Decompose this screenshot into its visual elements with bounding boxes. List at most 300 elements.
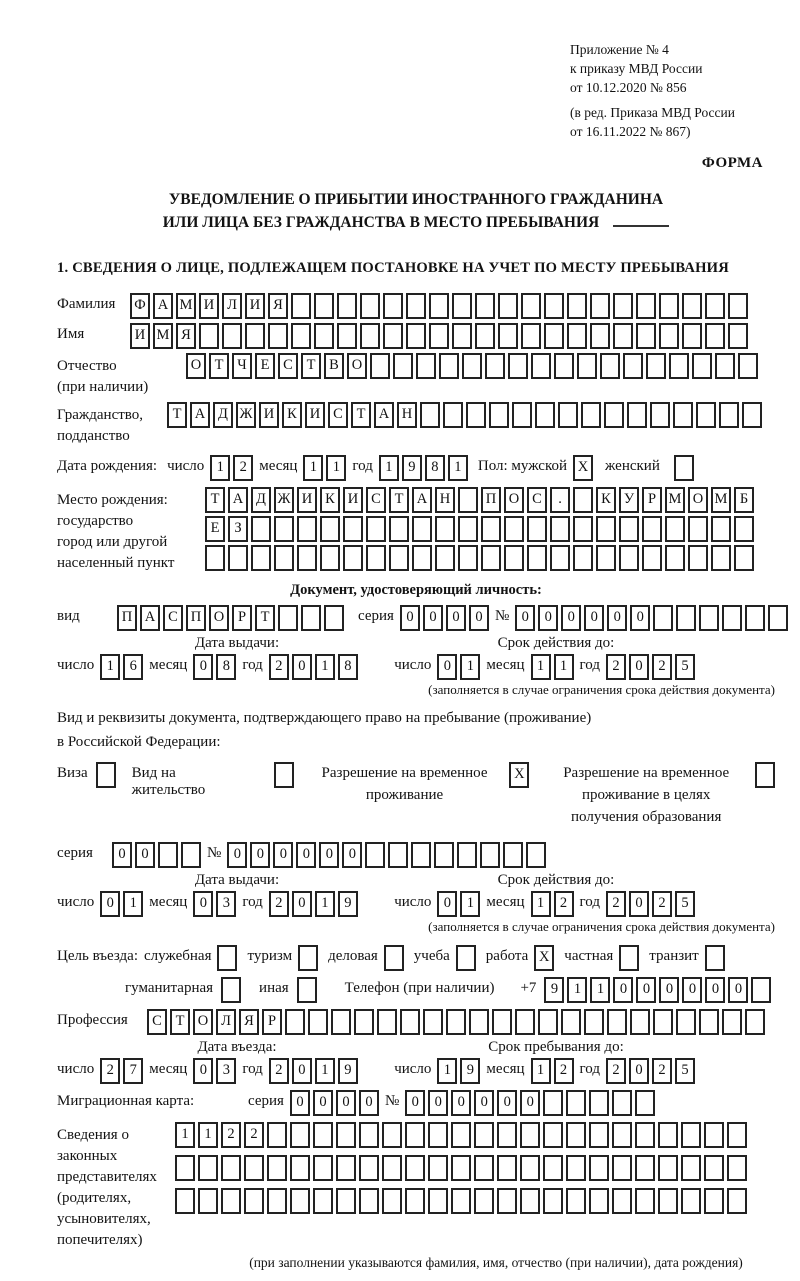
form-cell[interactable] [659, 293, 679, 319]
form-cell[interactable] [738, 353, 758, 379]
form-cell[interactable] [457, 842, 477, 868]
form-cell[interactable]: 0 [705, 977, 725, 1003]
form-cell[interactable]: 9 [402, 455, 422, 481]
form-cell[interactable]: Ж [236, 402, 256, 428]
form-cell[interactable] [612, 1122, 632, 1148]
form-cell[interactable]: И [199, 293, 219, 319]
form-cell[interactable] [589, 1188, 609, 1214]
form-cell[interactable] [393, 353, 413, 379]
form-cell[interactable] [360, 323, 380, 349]
form-cell[interactable]: Я [176, 323, 196, 349]
form-cell[interactable]: 0 [400, 605, 420, 631]
form-cell[interactable]: И [130, 323, 150, 349]
form-cell[interactable] [267, 1155, 287, 1181]
form-cell[interactable] [705, 945, 725, 971]
form-cell[interactable]: 1 [567, 977, 587, 1003]
form-cell[interactable]: Л [222, 293, 242, 319]
form-cell[interactable] [521, 293, 541, 319]
form-cell[interactable] [589, 1122, 609, 1148]
form-cell[interactable]: 0 [520, 1090, 540, 1116]
form-cell[interactable]: 2 [606, 1058, 626, 1084]
form-cell[interactable] [613, 323, 633, 349]
form-cell[interactable] [566, 1155, 586, 1181]
form-cell[interactable] [452, 323, 472, 349]
form-cell[interactable] [158, 842, 178, 868]
form-cell[interactable] [181, 842, 201, 868]
form-cell[interactable] [290, 1188, 310, 1214]
form-cell[interactable]: 0 [629, 891, 649, 917]
form-cell[interactable]: А [374, 402, 394, 428]
form-cell[interactable] [285, 1009, 305, 1035]
form-cell[interactable] [298, 945, 318, 971]
form-cell[interactable] [308, 1009, 328, 1035]
form-cell[interactable] [681, 1155, 701, 1181]
form-cell[interactable] [566, 1122, 586, 1148]
form-cell[interactable] [504, 516, 524, 542]
form-cell[interactable] [497, 1155, 517, 1181]
form-cell[interactable]: 0 [193, 654, 213, 680]
form-cell[interactable] [681, 1188, 701, 1214]
form-cell[interactable] [653, 605, 673, 631]
form-cell[interactable] [520, 1122, 540, 1148]
form-cell[interactable] [96, 762, 116, 788]
form-cell[interactable] [412, 545, 432, 571]
form-cell[interactable]: Т [209, 353, 229, 379]
form-cell[interactable]: И [305, 402, 325, 428]
form-cell[interactable] [388, 842, 408, 868]
form-cell[interactable] [650, 402, 670, 428]
form-cell[interactable] [331, 1009, 351, 1035]
form-cell[interactable]: 0 [319, 842, 339, 868]
form-cell[interactable] [337, 323, 357, 349]
form-cell[interactable] [688, 545, 708, 571]
form-cell[interactable]: К [320, 487, 340, 513]
form-cell[interactable]: С [163, 605, 183, 631]
form-cell[interactable]: 3 [216, 1058, 236, 1084]
form-cell[interactable]: 8 [216, 654, 236, 680]
form-cell[interactable]: 1 [379, 455, 399, 481]
form-cell[interactable] [423, 1009, 443, 1035]
form-cell[interactable] [274, 545, 294, 571]
form-cell[interactable] [612, 1155, 632, 1181]
form-cell[interactable] [497, 1122, 517, 1148]
form-cell[interactable] [589, 1155, 609, 1181]
form-cell[interactable] [623, 353, 643, 379]
form-cell[interactable] [527, 545, 547, 571]
form-cell[interactable]: 0 [292, 891, 312, 917]
form-cell[interactable]: Р [642, 487, 662, 513]
form-cell[interactable] [673, 402, 693, 428]
form-cell[interactable]: С [147, 1009, 167, 1035]
form-cell[interactable]: 0 [100, 891, 120, 917]
form-cell[interactable]: 2 [652, 654, 672, 680]
form-cell[interactable] [589, 1090, 609, 1116]
form-cell[interactable] [527, 516, 547, 542]
form-cell[interactable] [313, 1188, 333, 1214]
form-cell[interactable] [382, 1155, 402, 1181]
form-cell[interactable]: 5 [675, 654, 695, 680]
form-cell[interactable] [451, 1155, 471, 1181]
form-cell[interactable]: С [366, 487, 386, 513]
form-cell[interactable] [336, 1188, 356, 1214]
form-cell[interactable]: 0 [405, 1090, 425, 1116]
form-cell[interactable] [359, 1188, 379, 1214]
form-cell[interactable]: 0 [423, 605, 443, 631]
form-cell[interactable]: Т [167, 402, 187, 428]
form-cell[interactable] [199, 323, 219, 349]
form-cell[interactable]: 1 [198, 1122, 218, 1148]
form-cell[interactable]: 2 [269, 1058, 289, 1084]
form-cell[interactable] [619, 516, 639, 542]
form-cell[interactable]: О [347, 353, 367, 379]
form-cell[interactable]: X [573, 455, 593, 481]
form-cell[interactable] [474, 1122, 494, 1148]
form-cell[interactable]: 0 [613, 977, 633, 1003]
form-cell[interactable] [336, 1155, 356, 1181]
form-cell[interactable] [526, 842, 546, 868]
form-cell[interactable]: 0 [451, 1090, 471, 1116]
form-cell[interactable]: 3 [216, 891, 236, 917]
form-cell[interactable] [205, 545, 225, 571]
form-cell[interactable] [466, 402, 486, 428]
form-cell[interactable] [383, 323, 403, 349]
form-cell[interactable]: А [228, 487, 248, 513]
form-cell[interactable]: 2 [554, 891, 574, 917]
form-cell[interactable] [665, 516, 685, 542]
form-cell[interactable] [411, 842, 431, 868]
form-cell[interactable] [681, 1122, 701, 1148]
form-cell[interactable]: 1 [437, 1058, 457, 1084]
form-cell[interactable]: X [509, 762, 529, 788]
form-cell[interactable]: А [412, 487, 432, 513]
form-cell[interactable]: 0 [629, 654, 649, 680]
form-cell[interactable] [383, 293, 403, 319]
form-cell[interactable]: Т [255, 605, 275, 631]
form-cell[interactable] [584, 1009, 604, 1035]
form-cell[interactable]: 0 [135, 842, 155, 868]
form-cell[interactable]: 0 [437, 891, 457, 917]
form-cell[interactable] [719, 402, 739, 428]
form-cell[interactable]: 2 [554, 1058, 574, 1084]
form-cell[interactable]: 0 [474, 1090, 494, 1116]
form-cell[interactable] [489, 402, 509, 428]
form-cell[interactable] [297, 977, 317, 1003]
form-cell[interactable] [222, 323, 242, 349]
form-cell[interactable]: О [688, 487, 708, 513]
form-cell[interactable]: 2 [233, 455, 253, 481]
form-cell[interactable] [405, 1122, 425, 1148]
form-cell[interactable] [291, 293, 311, 319]
form-cell[interactable]: О [504, 487, 524, 513]
form-cell[interactable] [581, 402, 601, 428]
form-cell[interactable] [538, 1009, 558, 1035]
form-cell[interactable]: 0 [728, 977, 748, 1003]
form-cell[interactable] [727, 1188, 747, 1214]
form-cell[interactable] [521, 323, 541, 349]
form-cell[interactable] [384, 945, 404, 971]
form-cell[interactable]: 0 [112, 842, 132, 868]
form-cell[interactable]: 0 [561, 605, 581, 631]
form-cell[interactable] [676, 605, 696, 631]
form-cell[interactable] [462, 353, 482, 379]
form-cell[interactable]: Н [435, 487, 455, 513]
form-cell[interactable]: 8 [425, 455, 445, 481]
form-cell[interactable] [406, 323, 426, 349]
form-cell[interactable]: Я [268, 293, 288, 319]
form-cell[interactable] [696, 402, 716, 428]
form-cell[interactable] [573, 516, 593, 542]
form-cell[interactable]: 5 [675, 1058, 695, 1084]
form-cell[interactable]: 0 [497, 1090, 517, 1116]
form-cell[interactable] [382, 1122, 402, 1148]
form-cell[interactable] [412, 516, 432, 542]
form-cell[interactable] [217, 945, 237, 971]
form-cell[interactable] [175, 1188, 195, 1214]
form-cell[interactable] [382, 1188, 402, 1214]
form-cell[interactable] [301, 605, 321, 631]
form-cell[interactable] [705, 323, 725, 349]
form-cell[interactable] [728, 293, 748, 319]
form-cell[interactable] [612, 1188, 632, 1214]
form-cell[interactable] [704, 1155, 724, 1181]
form-cell[interactable] [550, 516, 570, 542]
form-cell[interactable] [669, 353, 689, 379]
form-cell[interactable]: 1 [315, 1058, 335, 1084]
form-cell[interactable]: С [278, 353, 298, 379]
form-cell[interactable] [320, 545, 340, 571]
form-cell[interactable] [366, 516, 386, 542]
form-cell[interactable]: 0 [296, 842, 316, 868]
form-cell[interactable] [428, 1155, 448, 1181]
form-cell[interactable]: У [619, 487, 639, 513]
form-cell[interactable] [554, 353, 574, 379]
form-cell[interactable]: М [665, 487, 685, 513]
form-cell[interactable]: Т [389, 487, 409, 513]
form-cell[interactable] [728, 323, 748, 349]
form-cell[interactable] [619, 545, 639, 571]
form-cell[interactable] [221, 1155, 241, 1181]
form-cell[interactable] [290, 1155, 310, 1181]
form-cell[interactable]: 2 [652, 891, 672, 917]
form-cell[interactable]: 1 [531, 654, 551, 680]
form-cell[interactable]: Ж [274, 487, 294, 513]
form-cell[interactable]: 6 [123, 654, 143, 680]
form-cell[interactable]: 0 [515, 605, 535, 631]
form-cell[interactable]: 0 [437, 654, 457, 680]
form-cell[interactable]: 0 [313, 1090, 333, 1116]
form-cell[interactable]: Л [216, 1009, 236, 1035]
form-cell[interactable] [221, 977, 241, 1003]
form-cell[interactable] [630, 1009, 650, 1035]
form-cell[interactable] [474, 1188, 494, 1214]
form-cell[interactable]: 0 [584, 605, 604, 631]
form-cell[interactable] [550, 545, 570, 571]
form-cell[interactable] [676, 1009, 696, 1035]
form-cell[interactable] [682, 323, 702, 349]
form-cell[interactable] [314, 323, 334, 349]
form-cell[interactable] [389, 545, 409, 571]
form-cell[interactable] [635, 1122, 655, 1148]
form-cell[interactable] [324, 605, 344, 631]
form-cell[interactable] [535, 402, 555, 428]
form-cell[interactable]: П [481, 487, 501, 513]
form-cell[interactable]: 0 [682, 977, 702, 1003]
form-cell[interactable] [435, 516, 455, 542]
form-cell[interactable] [366, 545, 386, 571]
form-cell[interactable]: Д [213, 402, 233, 428]
form-cell[interactable] [221, 1188, 241, 1214]
form-cell[interactable]: 1 [590, 977, 610, 1003]
form-cell[interactable]: 5 [675, 891, 695, 917]
form-cell[interactable]: К [282, 402, 302, 428]
form-cell[interactable] [734, 516, 754, 542]
form-cell[interactable] [544, 323, 564, 349]
form-cell[interactable] [627, 402, 647, 428]
form-cell[interactable]: 1 [303, 455, 323, 481]
form-cell[interactable] [434, 842, 454, 868]
form-cell[interactable] [268, 323, 288, 349]
form-cell[interactable]: В [324, 353, 344, 379]
form-cell[interactable]: А [190, 402, 210, 428]
form-cell[interactable]: 0 [290, 1090, 310, 1116]
form-cell[interactable]: Я [239, 1009, 259, 1035]
form-cell[interactable] [742, 402, 762, 428]
form-cell[interactable]: Т [205, 487, 225, 513]
form-cell[interactable] [498, 323, 518, 349]
form-cell[interactable]: 0 [273, 842, 293, 868]
form-cell[interactable] [646, 353, 666, 379]
form-cell[interactable] [452, 293, 472, 319]
form-cell[interactable] [590, 293, 610, 319]
form-cell[interactable] [428, 1122, 448, 1148]
form-cell[interactable] [699, 605, 719, 631]
form-cell[interactable]: 1 [210, 455, 230, 481]
form-cell[interactable]: Т [301, 353, 321, 379]
form-cell[interactable]: 1 [448, 455, 468, 481]
form-cell[interactable] [343, 545, 363, 571]
form-cell[interactable] [245, 323, 265, 349]
form-cell[interactable] [400, 1009, 420, 1035]
form-cell[interactable] [278, 605, 298, 631]
form-cell[interactable] [297, 516, 317, 542]
form-cell[interactable] [377, 1009, 397, 1035]
form-cell[interactable] [635, 1090, 655, 1116]
form-cell[interactable] [755, 762, 775, 788]
form-cell[interactable] [354, 1009, 374, 1035]
form-cell[interactable]: 1 [326, 455, 346, 481]
form-cell[interactable] [336, 1122, 356, 1148]
form-cell[interactable]: С [328, 402, 348, 428]
form-cell[interactable]: 0 [336, 1090, 356, 1116]
form-cell[interactable] [674, 455, 694, 481]
form-cell[interactable] [439, 353, 459, 379]
form-cell[interactable]: 1 [554, 654, 574, 680]
form-cell[interactable] [566, 1090, 586, 1116]
form-cell[interactable] [314, 293, 334, 319]
form-cell[interactable] [567, 293, 587, 319]
form-cell[interactable] [297, 545, 317, 571]
form-cell[interactable] [443, 402, 463, 428]
form-cell[interactable]: 1 [460, 654, 480, 680]
form-cell[interactable]: 9 [338, 891, 358, 917]
form-cell[interactable] [543, 1188, 563, 1214]
form-cell[interactable]: 0 [292, 1058, 312, 1084]
form-cell[interactable]: С [527, 487, 547, 513]
form-cell[interactable] [274, 516, 294, 542]
form-cell[interactable] [658, 1155, 678, 1181]
form-cell[interactable] [198, 1155, 218, 1181]
form-cell[interactable]: Е [205, 516, 225, 542]
form-cell[interactable] [705, 293, 725, 319]
form-cell[interactable]: X [534, 945, 554, 971]
form-cell[interactable]: 1 [531, 1058, 551, 1084]
form-cell[interactable] [658, 1122, 678, 1148]
form-cell[interactable]: 1 [531, 891, 551, 917]
form-cell[interactable]: 0 [359, 1090, 379, 1116]
form-cell[interactable]: 0 [342, 842, 362, 868]
form-cell[interactable] [543, 1090, 563, 1116]
form-cell[interactable] [497, 1188, 517, 1214]
form-cell[interactable] [566, 1188, 586, 1214]
form-cell[interactable]: 1 [315, 891, 335, 917]
form-cell[interactable] [429, 293, 449, 319]
form-cell[interactable]: 2 [269, 654, 289, 680]
form-cell[interactable]: 0 [193, 891, 213, 917]
form-cell[interactable] [704, 1188, 724, 1214]
form-cell[interactable] [428, 1188, 448, 1214]
form-cell[interactable] [267, 1122, 287, 1148]
form-cell[interactable] [492, 1009, 512, 1035]
form-cell[interactable]: 0 [469, 605, 489, 631]
form-cell[interactable] [458, 516, 478, 542]
form-cell[interactable]: 0 [607, 605, 627, 631]
form-cell[interactable]: 9 [544, 977, 564, 1003]
form-cell[interactable] [751, 977, 771, 1003]
form-cell[interactable]: 1 [315, 654, 335, 680]
form-cell[interactable] [520, 1155, 540, 1181]
form-cell[interactable] [175, 1155, 195, 1181]
form-cell[interactable]: . [550, 487, 570, 513]
form-cell[interactable] [198, 1188, 218, 1214]
form-cell[interactable] [692, 353, 712, 379]
form-cell[interactable]: Б [734, 487, 754, 513]
form-cell[interactable]: Н [397, 402, 417, 428]
form-cell[interactable]: И [297, 487, 317, 513]
form-cell[interactable] [688, 516, 708, 542]
form-cell[interactable]: И [245, 293, 265, 319]
form-cell[interactable]: М [711, 487, 731, 513]
form-cell[interactable] [451, 1122, 471, 1148]
form-cell[interactable]: 0 [630, 605, 650, 631]
form-cell[interactable] [636, 323, 656, 349]
form-cell[interactable]: П [117, 605, 137, 631]
form-cell[interactable] [642, 516, 662, 542]
form-cell[interactable]: 2 [652, 1058, 672, 1084]
form-cell[interactable] [508, 353, 528, 379]
form-cell[interactable]: О [209, 605, 229, 631]
form-cell[interactable]: 0 [538, 605, 558, 631]
form-cell[interactable]: Р [232, 605, 252, 631]
form-cell[interactable] [359, 1122, 379, 1148]
form-cell[interactable] [596, 545, 616, 571]
form-cell[interactable] [416, 353, 436, 379]
form-cell[interactable]: К [596, 487, 616, 513]
form-cell[interactable] [745, 605, 765, 631]
form-cell[interactable] [573, 545, 593, 571]
form-cell[interactable] [481, 545, 501, 571]
form-cell[interactable]: 9 [338, 1058, 358, 1084]
form-cell[interactable]: 9 [460, 1058, 480, 1084]
